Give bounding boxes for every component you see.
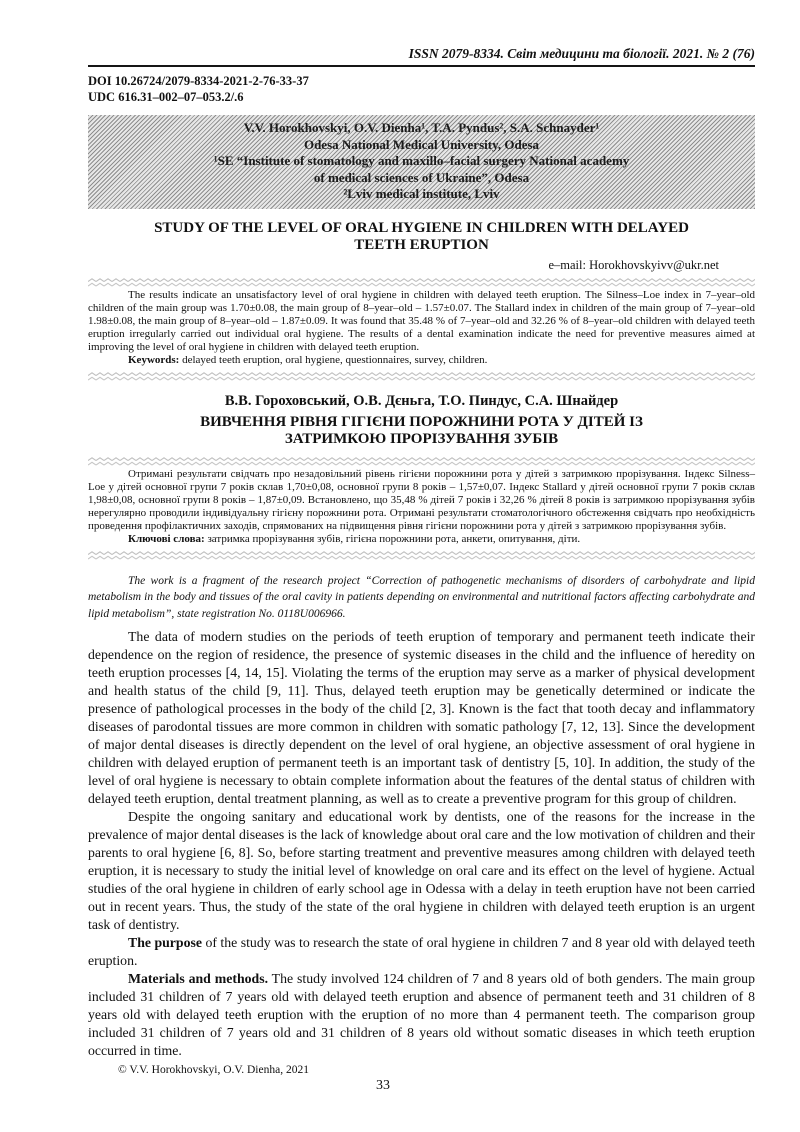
email-line: e–mail: Horokhovskyivv@ukr.net — [548, 257, 719, 272]
abstract-en — [88, 289, 755, 367]
keywords-en — [88, 354, 755, 367]
materials-lead: Materials and methods. — [128, 971, 269, 986]
authors-line-en: V.V. Horokhovskyi, O.V. Dienha¹, T.A. Pyndus², S.A. Schnayder¹ — [243, 120, 600, 135]
keywords-ua-label: Ключові слова: — [128, 532, 205, 545]
materials-text: The study involved 124 children of 7 and 8 years old of both genders. The main group included 31 children of 7 years old with delayed teeth eruption and absence of permanent teeth and 31 children of 8 years old with delayed teeth eruption with the eruption of no more than 4 permanent teeth. The comparison group included 31 children of 7 years old and 31 children of 8 years old without somatic diseases in which teeth eruption occurred in time. — [88, 971, 755, 1058]
keywords-ua — [88, 533, 755, 546]
article-body — [88, 628, 755, 1060]
authors-line-ua: В.В. Гороховський, О.В. Дєньга, Т.О. Пиндус, С.А. Шнайдер — [224, 392, 619, 409]
page-number: 33 — [376, 1078, 390, 1093]
page-footer — [88, 1064, 755, 1094]
body-paragraph-purpose — [88, 934, 755, 970]
zigzag-divider — [88, 551, 755, 560]
abstract-ua — [88, 468, 755, 546]
keywords-ua-list: затримка прорізування зубів, гігієна порожнини рота, анкети, опитування, діти. — [204, 532, 581, 545]
udc-line: UDC 616.31–002–07–053.2/.6 — [88, 89, 244, 104]
body-paragraph-2: Despite the ongoing sanitary and educational work by dentists, one of the reasons for the increase in the prevalence of major dental diseases is the lack of knowledge about oral care and the low motivation of children and their parents to oral hygiene [6, 8]. So, before starting treatment and preventive measures among children with delayed teeth eruption, it is necessary to study the initial level of knowledge on oral care and its effect on the level of hygiene. Actual studies of the oral hygiene in children of early school age in Odessa with a delay in teeth eruption have not been carried out in recent years. Thus, the study of the state of the oral hygiene in children with delayed teeth eruption is an urgent task of dentistry. — [88, 809, 755, 932]
purpose-text: of the study was to research the state of oral hygiene in children 7 and 8 year old with delayed teeth eruption. — [88, 935, 756, 968]
doi-line: DOI 10.26724/2079-8334-2021-2-76-33-37 — [88, 74, 309, 88]
keywords-en-list: delayed teeth eruption, oral hygiene, questionnaires, survey, children. — [179, 353, 488, 366]
purpose-lead: The purpose — [128, 935, 202, 950]
affiliation-line: of medical sciences of Ukraine”, Odesa — [313, 169, 530, 185]
affiliation-line: ²Lviv medical institute, Lviv — [343, 186, 500, 201]
abstract-en-text: The results indicate an unsatisfactory level of oral hygiene in children with delayed teeth eruption. The Silness–Loe index in 7–year–old children of the main group was 1.70±0.08, the main group of 8–year–old – 1.57±0.07. The Stallard index in children of the main group of 7–year–old 1.98±0.08, the main group of 8–year–old – 1.87±0.09. It was found that 35.48 % of 7–year–old and 32.26 % of 8–year–old children with delayed teeth eruption irregularly carried out individual oral hygiene. The results of a dental examination indicate the need for preventive measures aimed at improving the level of oral hygiene in children with delayed teeth eruption. — [88, 288, 755, 353]
zigzag-divider — [88, 278, 755, 287]
header-rule — [88, 65, 755, 67]
zigzag-divider — [88, 372, 755, 381]
affiliation-line: ¹SE “Institute of stomatology and maxillo–facial surgery National academy — [213, 153, 630, 168]
copyright-line: © V.V. Horokhovskyi, O.V. Dienha, 2021 — [118, 1064, 309, 1076]
authors-affiliations-block — [88, 115, 755, 209]
research-project-note: The work is a fragment of the research project “Correction of pathogenetic mechanisms of disorders of carbohydrate and lipid metabolism in the body and tissues of the oral cavity in patients depending on environmental and nutritional factors affecting carbohydrate and lipid metabolism”, state registration No. 0118U006966. — [88, 574, 755, 620]
journal-issn-header: ISSN 2079-8334. Світ медицини та біології. 2021. № 2 (76) — [408, 46, 755, 61]
zigzag-divider — [88, 457, 755, 466]
body-paragraph-1: The data of modern studies on the periods of teeth eruption of temporary and permanent teeth indicate their dependence on the region of residence, the presence of systemic diseases in the child and the influence of heredity on teeth eruption processes [4, 14, 15]. Violating the terms of the eruption may serve as a marker of physical development and health status of the child [9, 11]. Thus, delayed teeth eruption may be genetically determined or indicate the presence of pathological processes in the body of the child [2, 3]. Known is the fact that tooth decay and inflammatory diseases of parodontal tissues are more common in children with somatic pathology [7, 12, 13]. Since the development of major dental diseases is directly dependent on the level of oral hygiene, an objective assessment of oral hygiene in children with delayed eruption of permanent teeth is an important task of dentistry [5, 10]. In addition, the study of the level of oral hygiene is necessary to obtain complete information about the features of the dental status of children with delayed teeth eruption, dental treatment planning, as well as to create a preventive program for this group of children. — [88, 629, 755, 806]
affiliation-line: Odesa National Medical University, Odesa — [303, 136, 540, 152]
article-title-ua: ВИВЧЕННЯ РІВНЯ ГІГІЄНИ ПОРОЖНИНИ РОТА У ДІТЕЙ ІЗ ЗАТРИМКОЮ ПРОРІЗУВАННЯ ЗУБІВ — [200, 413, 643, 447]
article-title-en: STUDY OF THE LEVEL OF ORAL HYGIENE IN CHILDREN WITH DELAYED TEETH ERUPTION — [154, 219, 689, 253]
body-paragraph-materials — [88, 970, 755, 1060]
keywords-en-label: Keywords: — [128, 353, 180, 366]
abstract-ua-text: Отримані результати свідчать про незадовільний рівень гігієни порожнини рота у дітей з затримкою прорізування. Індекс Silness–Loe у дітей основної групи 7 років склав 1,70±0,08, основної групи 8 років – 1,57±0,07. Індекс Stallard у дітей основної групи 7 років склав 1,98±0,08, основної групи 8 років – 1,87±0,09. Встановлено, що 35,48 % дітей 7 років і 32,26 % дітей 8 років із затримкою прорізування зубів нерегулярно проводили індивідуальну гігієну порожнини рота. Отримані результати стоматологічного обстеження свідчать про необхідність проведення профілактичних заходів, спрямованих на підвищення рівня гігієни порожнини рота у дітей з затримкою прорізування зубів. — [88, 467, 755, 532]
